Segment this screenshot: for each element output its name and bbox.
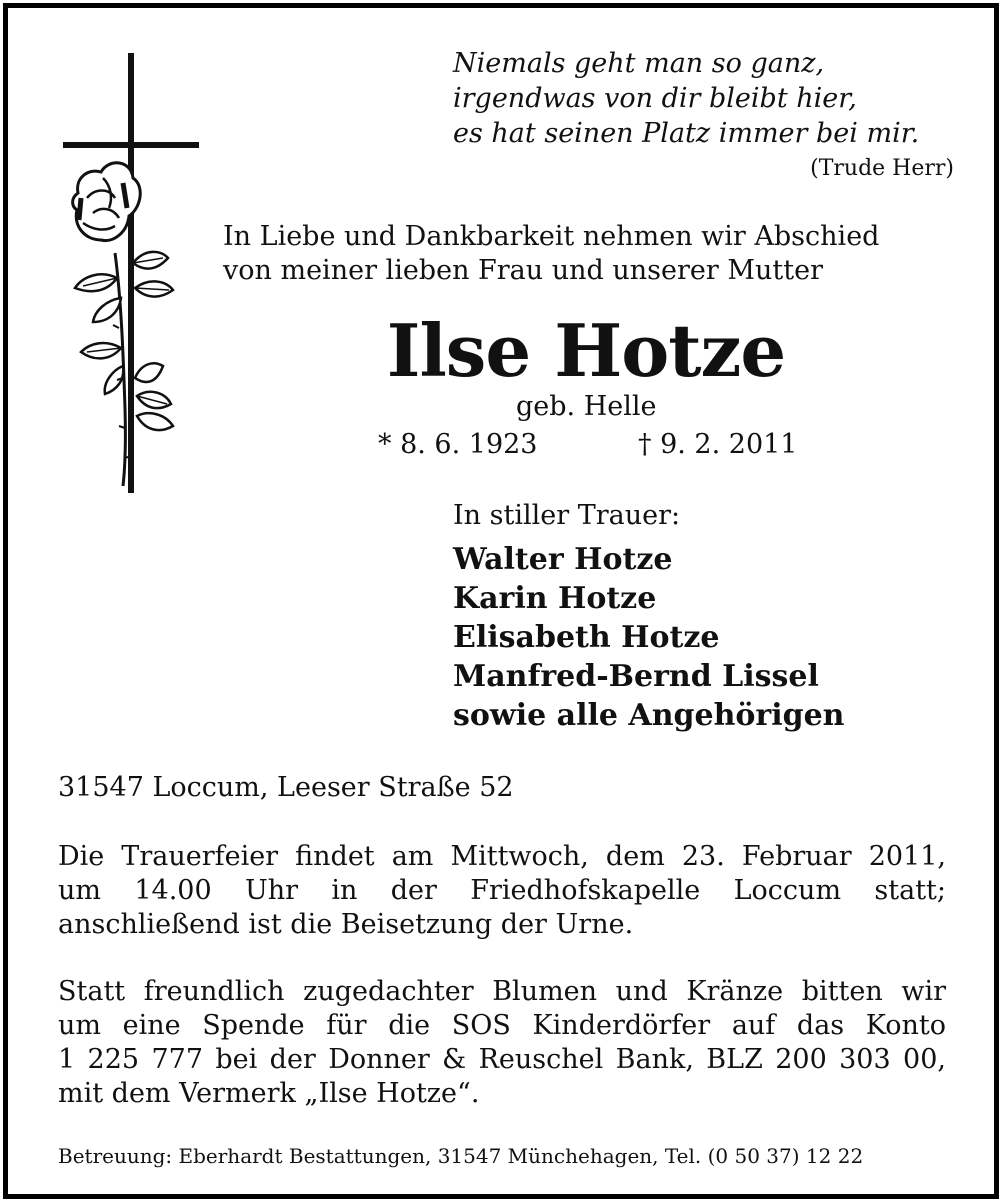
ceremony-line: Die Trauerfeier findet am Mittwoch, dem 23. Februar 2011,	[58, 841, 946, 872]
donation-line: 1 225 777 bei der Donner & Reuschel Bank, BLZ 200 303 00,	[58, 1044, 946, 1075]
ceremony-line: anschließend ist die Beisetzung der Urne.	[58, 909, 634, 940]
mourners-list	[453, 540, 844, 735]
deceased-name: Ilse Hotze	[386, 308, 786, 393]
quote	[453, 46, 919, 151]
mourner-name: sowie alle Angehörigen	[453, 698, 845, 733]
address: 31547 Loccum, Leeser Straße 52	[58, 772, 514, 803]
mourner-name: Walter Hotze	[453, 542, 673, 577]
ceremony-line: um 14.00 Uhr in der Friedhofskapelle Loccum statt;	[58, 875, 946, 906]
mourner-name: Manfred-Bernd Lissel	[453, 659, 819, 694]
mourner-name: Elisabeth Hotze	[453, 620, 720, 655]
death-date: † 9. 2. 2011	[638, 429, 798, 460]
quote-author: (Trude Herr)	[810, 156, 954, 181]
quote-line: es hat seinen Platz immer bei mir.	[453, 118, 920, 149]
funeral-home-footer: Betreuung: Eberhardt Bestattungen, 31547 Münchehagen, Tel. (0 50 37) 12 22	[58, 1144, 864, 1168]
birth-date: * 8. 6. 1923	[378, 429, 538, 460]
donation-line: mit dem Vermerk „Ilse Hotze“.	[58, 1078, 480, 1109]
ceremony-paragraph	[58, 840, 946, 942]
obituary-notice	[3, 3, 999, 1199]
donation-line: Statt freundlich zugedachter Blumen und Kränze bitten wir	[58, 976, 946, 1007]
quote-line: irgendwas von dir bleibt hier,	[453, 83, 857, 114]
intro-text	[223, 220, 879, 288]
mourner-name: Karin Hotze	[453, 581, 657, 616]
quote-line: Niemals geht man so ganz,	[453, 48, 825, 79]
maiden-name: geb. Helle	[516, 391, 657, 422]
mourners-label: In stiller Trauer:	[453, 500, 681, 531]
intro-line: In Liebe und Dankbarkeit nehmen wir Abschied	[223, 221, 880, 252]
donation-line: um eine Spende für die SOS Kinderdörfer auf das Konto	[58, 1010, 946, 1041]
cross-with-rose-icon	[53, 48, 203, 498]
intro-line: von meiner lieben Frau und unserer Mutter	[223, 255, 823, 286]
donation-paragraph	[58, 975, 946, 1111]
